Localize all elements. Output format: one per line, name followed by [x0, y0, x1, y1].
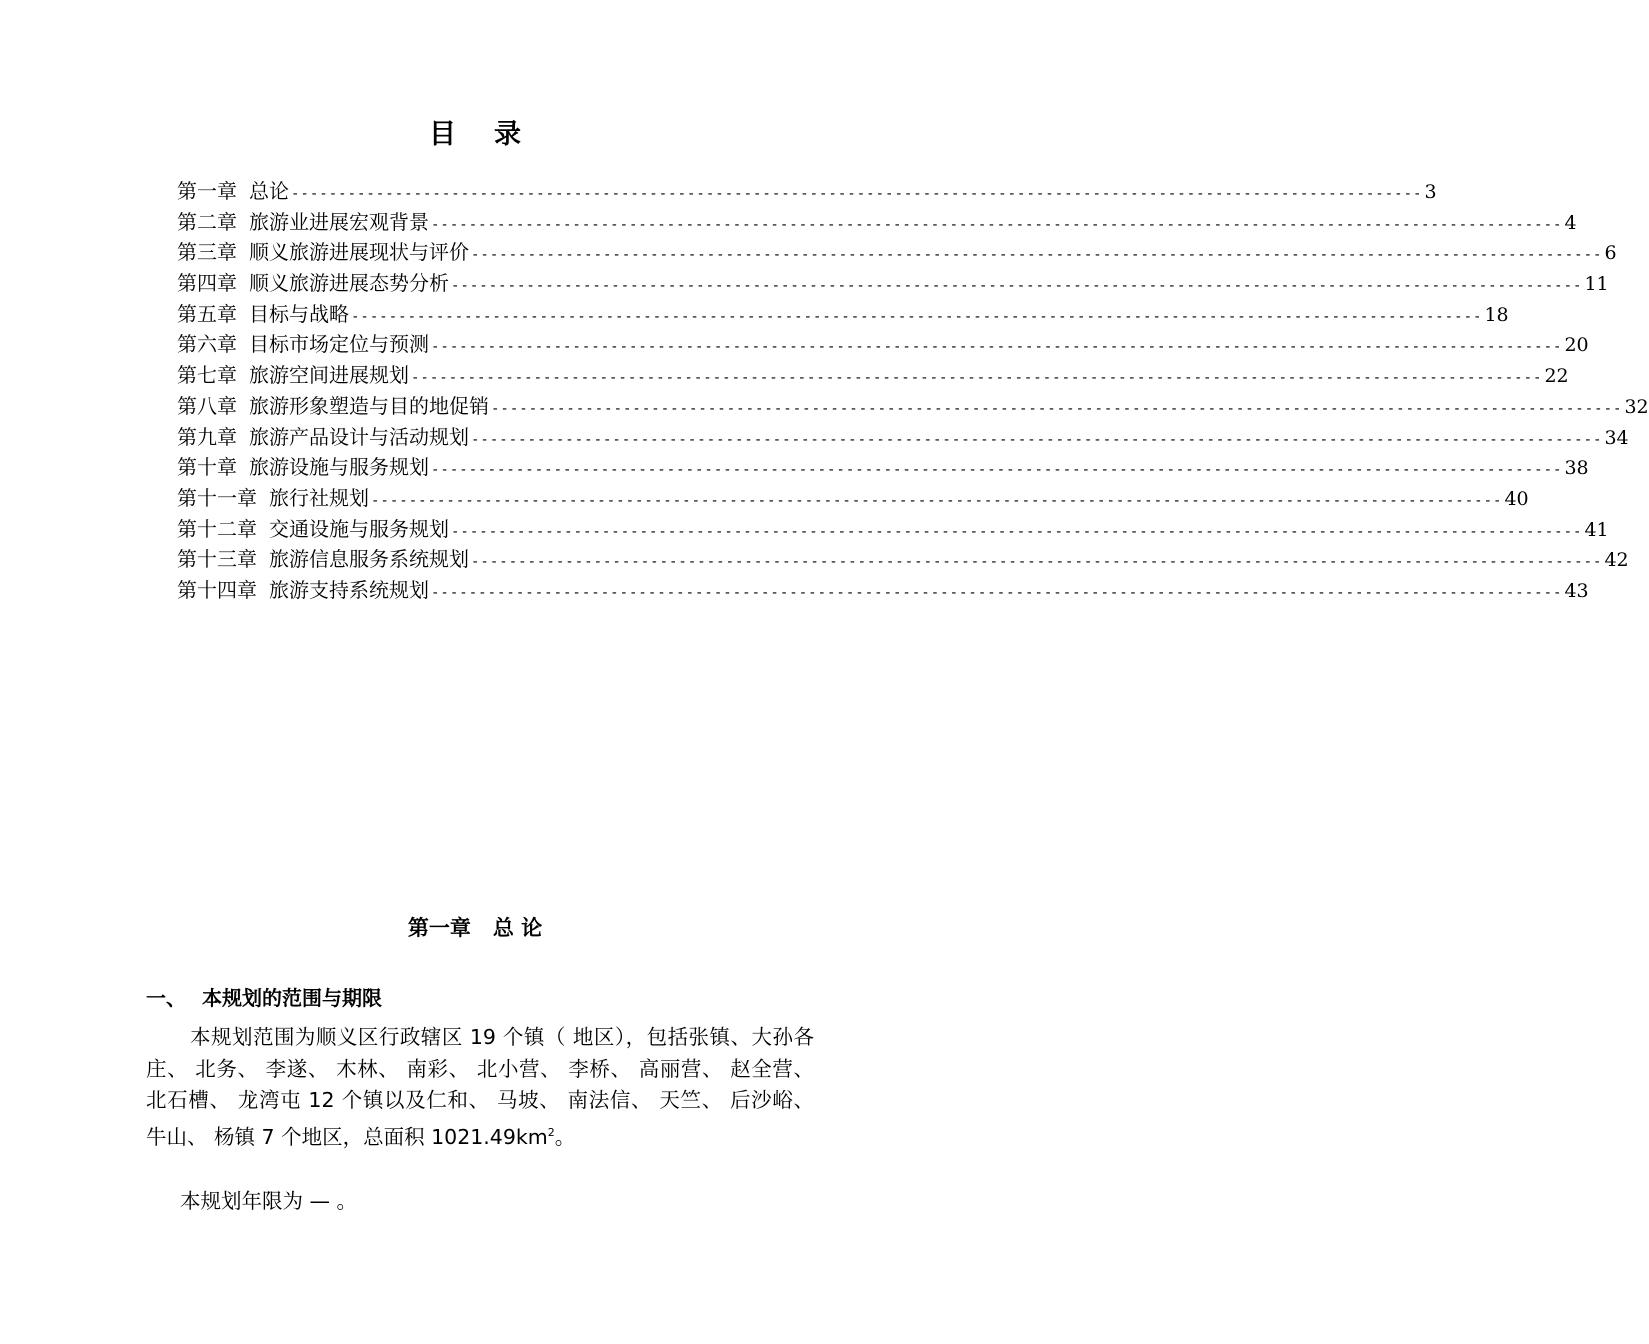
toc-entry-label: 旅游空间进展规划 — [249, 363, 409, 388]
toc-entry-label: 旅游业进展宏观背景 — [249, 209, 429, 234]
toc-entry[interactable] — [177, 575, 1589, 606]
toc-leader-line: ------------------------------------------------------------------------------------------------------------------------ — [431, 462, 1563, 479]
toc-entry[interactable] — [177, 268, 1609, 299]
toc-entry[interactable] — [177, 422, 1629, 453]
scope-text: 本规划范围为顺义区行政辖区 19 个镇（ 地区），包括张镇、大孙各庄、 北务、 李遂、 木林、 南彩、 北小营、 李桥、 高丽营、 赵全营、 北石槽、 龙湾屯 12 个镇以及仁和、 马坡、 南法信、 天竺、 后沙峪、 牛山、 杨镇 7 个地区，总面积 1021.49km — [146, 1025, 814, 1149]
toc-entry-page: 40 — [1504, 487, 1529, 510]
toc-entry-label: 顺义旅游进展现状与评价 — [249, 240, 469, 265]
toc-entry-page: 4 — [1564, 211, 1577, 234]
toc-entry-page: 32 — [1624, 395, 1649, 418]
toc-title: 目录 — [429, 119, 559, 150]
toc-leader-line: ------------------------------------------------------------------------------------------------------------------------ — [471, 431, 1603, 448]
toc-entry-label: 顺义旅游进展态势分析 — [249, 271, 449, 296]
toc-entry-label: 总论 — [249, 179, 289, 203]
scope-paragraph — [146, 1022, 814, 1153]
toc-leader-line: ------------------------------------------------------------------------------------------------------------------------ — [431, 584, 1563, 601]
toc-leader-line: ------------------------------------------------------------------------------------------------------------------------ — [451, 278, 1583, 295]
toc-entry[interactable] — [177, 176, 1437, 207]
toc-entry-page: 34 — [1604, 426, 1629, 449]
toc-entry-number: 第六章 — [177, 332, 237, 357]
toc-entry-page: 11 — [1584, 273, 1609, 296]
area-unit-superscript: 2 — [547, 1125, 555, 1139]
toc-entry-label: 目标市场定位与预测 — [249, 332, 429, 357]
toc-entry-page: 41 — [1584, 518, 1609, 541]
toc-leader-line: ------------------------------------------------------------------------------------------------------------------------ — [491, 400, 1623, 417]
toc-leader-line: ------------------------------------------------------------------------------------------------------------------------ — [371, 492, 1503, 509]
toc-leader-line: ------------------------------------------------------------------------------------------------------------------------ — [411, 370, 1543, 387]
toc-entry-label: 旅游形象塑造与目的地促销 — [249, 393, 489, 418]
toc-entry-label: 旅行社规划 — [269, 485, 369, 510]
table-of-contents — [177, 176, 1649, 606]
toc-entry-page: 38 — [1564, 457, 1589, 480]
toc-entry-number: 第五章 — [177, 301, 237, 326]
section-heading — [146, 982, 382, 1011]
toc-entry-number: 第三章 — [177, 240, 237, 265]
toc-entry[interactable] — [177, 544, 1629, 575]
toc-leader-line: ------------------------------------------------------------------------------------------------------------------------ — [431, 339, 1563, 356]
toc-entry[interactable] — [177, 391, 1649, 422]
toc-entry-page: 22 — [1544, 365, 1569, 388]
toc-entry-label: 旅游信息服务系统规划 — [269, 547, 469, 572]
toc-entry[interactable] — [177, 207, 1577, 238]
toc-entry[interactable] — [177, 452, 1589, 483]
chapter-heading — [0, 912, 950, 942]
period-paragraph: 本规划年限为 — 。 — [180, 1189, 358, 1213]
toc-entry-page: 6 — [1604, 242, 1617, 265]
toc-entry-number: 第七章 — [177, 363, 237, 388]
toc-entry[interactable] — [177, 514, 1609, 545]
toc-leader-line: ------------------------------------------------------------------------------------------------------------------------ — [471, 554, 1603, 571]
toc-entry-label: 交通设施与服务规划 — [269, 516, 449, 541]
toc-entry-number: 第八章 — [177, 393, 237, 418]
toc-entry-label: 旅游产品设计与活动规划 — [249, 424, 469, 449]
toc-leader-line: ------------------------------------------------------------------------------------------------------------------------ — [471, 247, 1603, 264]
toc-leader-line: ------------------------------------------------------------------------------------------------------------------------ — [451, 523, 1583, 540]
toc-entry-number: 第十三章 — [177, 547, 257, 572]
scope-end: 。 — [554, 1124, 576, 1149]
toc-leader-line: ------------------------------------------------------------------------------------------------------------------------ — [431, 216, 1563, 233]
toc-entry-label: 旅游设施与服务规划 — [249, 455, 429, 480]
toc-entry-number: 第十四章 — [177, 577, 257, 602]
toc-entry-page: 43 — [1564, 579, 1589, 602]
toc-entry[interactable] — [177, 329, 1589, 360]
toc-entry-number: 第十一章 — [177, 485, 257, 510]
toc-entry-number: 第十章 — [177, 455, 237, 480]
toc-leader-line: ------------------------------------------------------------------------------------------------------------------------ — [291, 186, 1423, 202]
toc-entry-page: 42 — [1604, 549, 1629, 572]
section-title: 本规划的范围与期限 — [202, 986, 382, 1010]
toc-entry-number: 第一章 — [177, 179, 237, 203]
toc-entry-page: 3 — [1424, 181, 1437, 203]
section-number: 一、 — [146, 986, 186, 1010]
toc-entry[interactable] — [177, 483, 1529, 514]
toc-entry-number: 第二章 — [177, 209, 237, 234]
toc-entry[interactable] — [177, 237, 1617, 268]
toc-entry-page: 20 — [1564, 334, 1589, 357]
toc-entry-label: 目标与战略 — [249, 301, 349, 326]
toc-entry[interactable] — [177, 360, 1569, 391]
chapter-number: 第一章 — [407, 916, 471, 940]
toc-leader-line: ------------------------------------------------------------------------------------------------------------------------ — [351, 308, 1483, 325]
toc-entry-label: 旅游支持系统规划 — [269, 577, 429, 602]
toc-entry-page: 18 — [1484, 303, 1509, 326]
toc-entry[interactable] — [177, 299, 1509, 330]
toc-entry-number: 第九章 — [177, 424, 237, 449]
toc-entry-number: 第四章 — [177, 271, 237, 296]
chapter-title: 总 论 — [492, 916, 543, 940]
toc-entry-number: 第十二章 — [177, 516, 257, 541]
